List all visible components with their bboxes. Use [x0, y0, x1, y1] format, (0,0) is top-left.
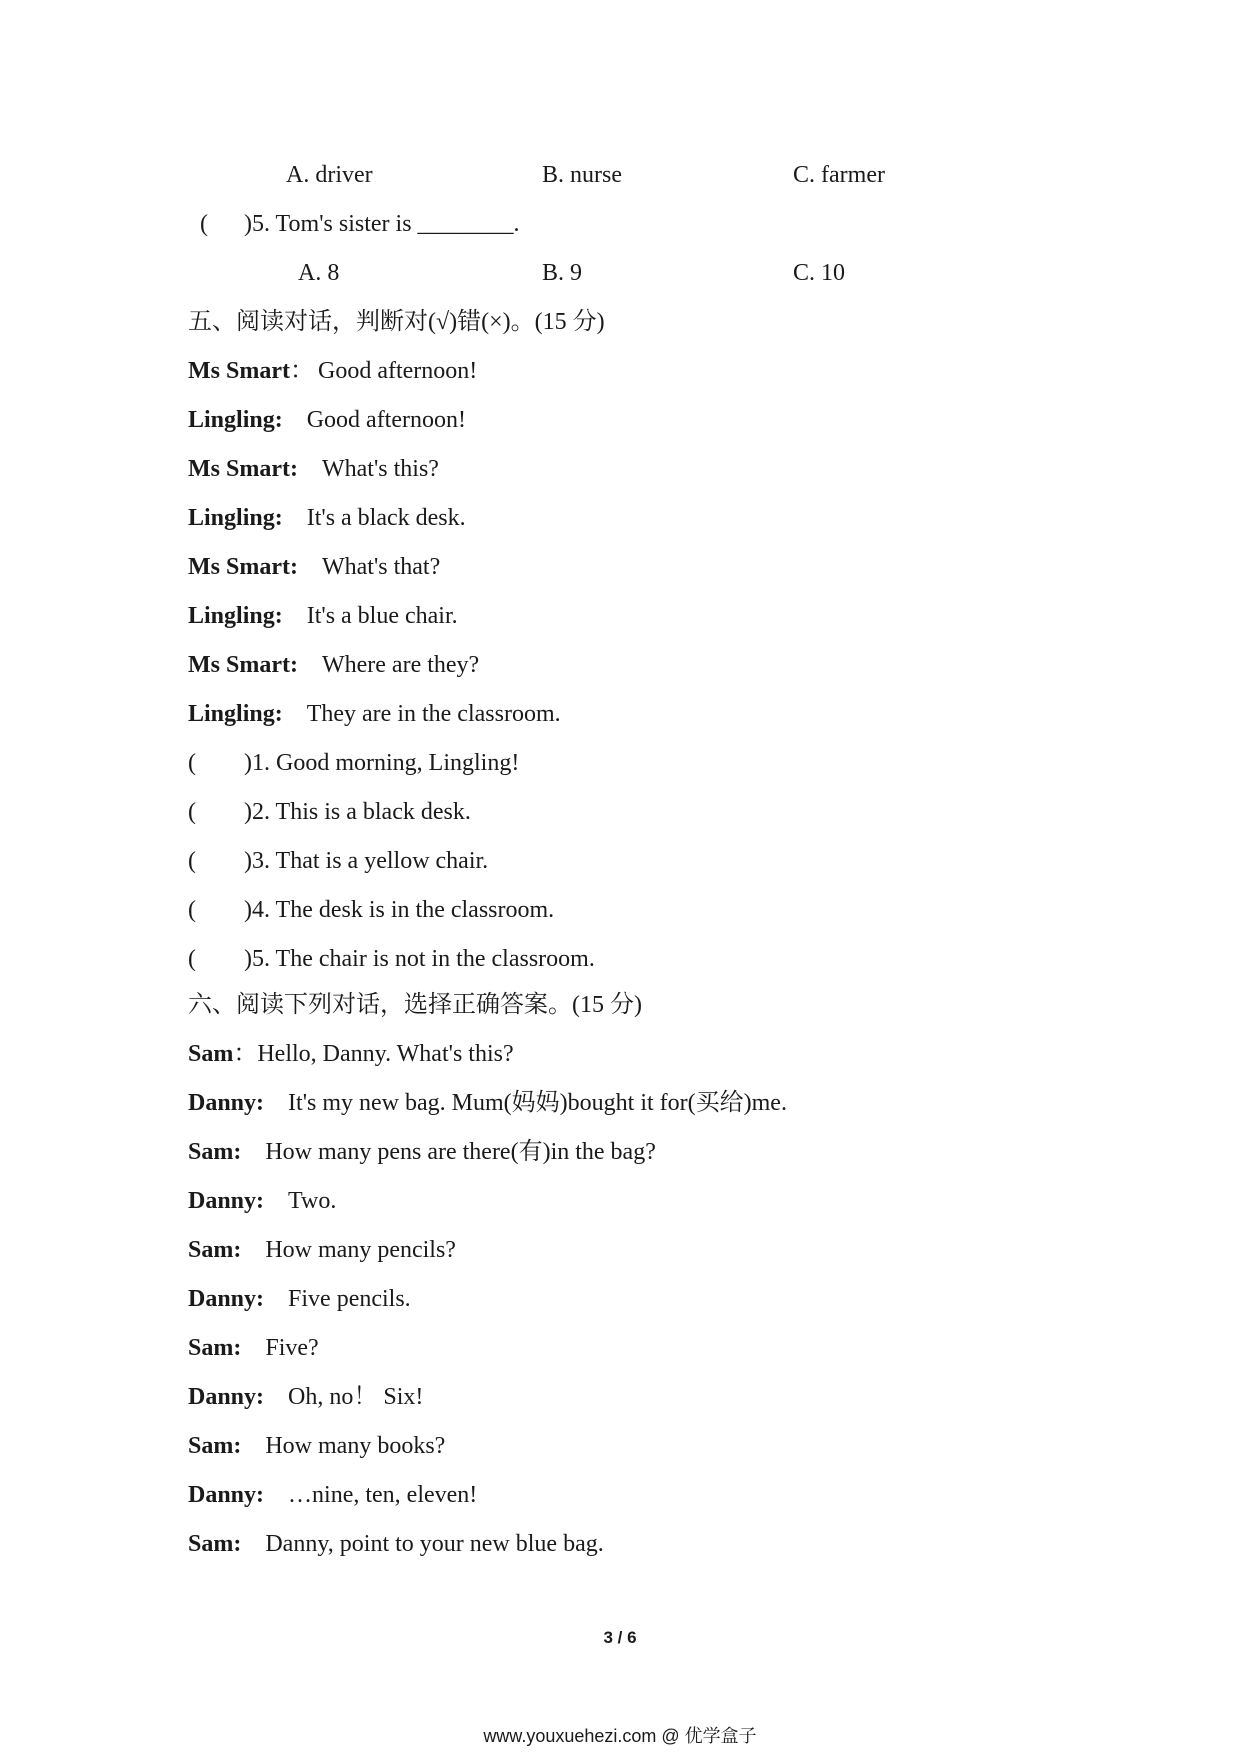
utterance: They are in the classroom. — [306, 701, 561, 727]
item-text: )3. That is a yellow chair. — [244, 848, 489, 874]
speaker: Danny: — [188, 1482, 265, 1508]
utterance: How many pencils? — [265, 1237, 456, 1263]
dialogue-line — [188, 1284, 411, 1314]
dialogue-line — [188, 405, 466, 435]
dialogue-line — [188, 356, 477, 386]
dialogue-line — [188, 503, 466, 533]
speaker: Danny: — [188, 1090, 265, 1116]
speaker: Danny: — [188, 1188, 265, 1214]
judge-item — [188, 748, 519, 778]
dialogue-line — [188, 1235, 456, 1265]
utterance: It's a black desk. — [306, 505, 466, 531]
dialogue-line — [188, 699, 561, 729]
dialogue-line — [188, 601, 458, 631]
utterance: Five? — [265, 1335, 319, 1361]
utterance: Hello, Danny. What's this? — [257, 1041, 514, 1067]
speaker: Ms Smart: — [188, 652, 298, 678]
utterance: Five pencils. — [288, 1286, 411, 1312]
footer-watermark: www.youxuehezi.com @ 优学盒子 — [483, 1726, 757, 1746]
dialogue-line — [188, 1333, 319, 1363]
utterance: Good afternoon! — [306, 407, 466, 433]
option-c: C. 10 — [793, 260, 846, 286]
dialogue-line — [188, 1186, 336, 1216]
option-c: C. farmer — [793, 162, 885, 188]
speaker: Danny: — [188, 1286, 265, 1312]
speaker: Sam: — [188, 1531, 242, 1557]
dialogue-line — [188, 1480, 477, 1510]
utterance: What's this? — [321, 456, 439, 482]
dialogue-line — [188, 1088, 787, 1118]
answer-paren: ( — [200, 211, 208, 237]
dialogue-line — [188, 1382, 423, 1412]
option-a: A. 8 — [298, 260, 340, 286]
speaker: Lingling: — [188, 407, 283, 433]
speaker: Ms Smart — [188, 358, 290, 384]
page-number: 3 / 6 — [603, 1628, 637, 1647]
judge-item — [188, 944, 595, 974]
answer-paren: ( — [188, 848, 196, 874]
utterance: Danny, point to your new blue bag. — [265, 1531, 604, 1557]
separator: ： — [233, 1041, 258, 1067]
dialogue-line — [188, 650, 479, 680]
utterance: Good afternoon! — [317, 358, 478, 384]
dialogue-line — [188, 1039, 514, 1069]
speaker: Sam: — [188, 1335, 242, 1361]
answer-paren: ( — [188, 946, 196, 972]
utterance: It's my new bag. Mum(妈妈)bought it for(买给)me. — [288, 1090, 787, 1116]
speaker: Sam: — [188, 1237, 242, 1263]
judge-item — [188, 895, 554, 925]
option-b: B. 9 — [542, 260, 583, 286]
separator: ： — [289, 358, 314, 384]
answer-paren: ( — [188, 799, 196, 825]
option-b: B. nurse — [542, 162, 622, 188]
speaker: Sam — [188, 1041, 234, 1067]
section6-title: 六、阅读下列对话，选择正确答案。(15 分) — [188, 992, 642, 1018]
speaker: Ms Smart: — [188, 554, 298, 580]
judge-item — [188, 797, 471, 827]
option-a: A. driver — [286, 162, 373, 188]
dialogue-line — [188, 1529, 604, 1559]
item-text: )5. Tom's sister is ________. — [244, 211, 520, 237]
answer-paren: ( — [188, 750, 196, 776]
speaker: Danny: — [188, 1384, 265, 1410]
answer-paren: ( — [188, 897, 196, 923]
utterance: …nine, ten, eleven! — [288, 1482, 478, 1508]
dialogue-line — [188, 454, 439, 484]
utterance: Oh, no！ Six! — [288, 1384, 424, 1410]
speaker: Sam: — [188, 1433, 242, 1459]
item-text: )4. The desk is in the classroom. — [244, 897, 555, 923]
speaker: Sam: — [188, 1139, 242, 1165]
speaker: Lingling: — [188, 701, 283, 727]
utterance: Two. — [288, 1188, 337, 1214]
judge-item — [188, 846, 488, 876]
item-text: )2. This is a black desk. — [244, 799, 471, 825]
speaker: Lingling: — [188, 505, 283, 531]
q4-item-5 — [200, 209, 520, 239]
speaker: Lingling: — [188, 603, 283, 629]
item-text: )1. Good morning, Lingling! — [244, 750, 520, 776]
section5-title: 五、阅读对话，判断对(√)错(×)。(15 分) — [188, 309, 605, 335]
utterance: Where are they? — [321, 652, 480, 678]
utterance: What's that? — [321, 554, 441, 580]
speaker: Ms Smart: — [188, 456, 298, 482]
dialogue-line — [188, 1137, 656, 1167]
item-text: )5. The chair is not in the classroom. — [244, 946, 595, 972]
utterance: How many books? — [265, 1433, 446, 1459]
dialogue-line — [188, 552, 440, 582]
utterance: How many pens are there(有)in the bag? — [265, 1139, 656, 1165]
utterance: It's a blue chair. — [306, 603, 458, 629]
dialogue-line — [188, 1431, 445, 1461]
